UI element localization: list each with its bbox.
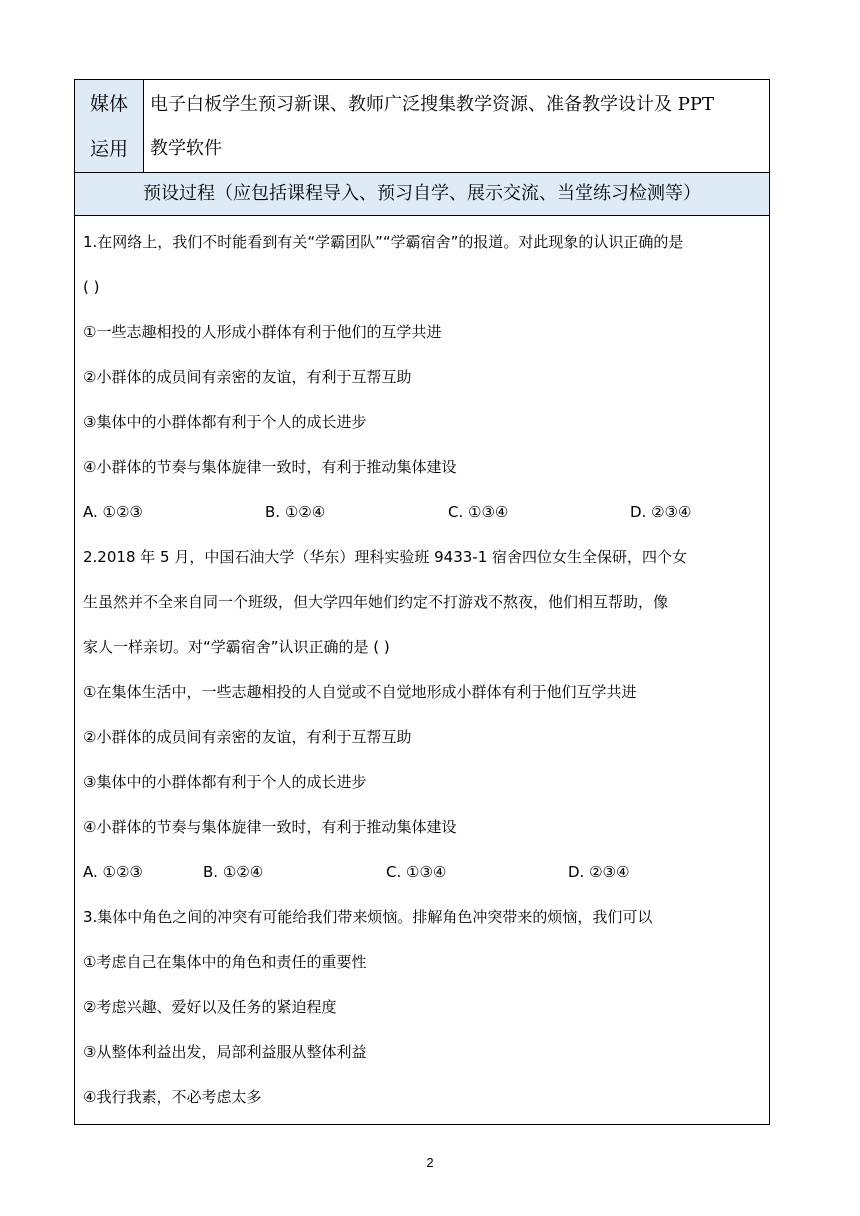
media-label-line1: 媒体	[89, 93, 128, 115]
question-1-option-c: C. ①③④	[448, 503, 509, 521]
question-2-stem-line3: 家人一样亲切。对“学霸宿舍”认识正确的是 ( )	[83, 638, 390, 656]
question-2-stem-line1: 2.2018 年 5 月，中国石油大学（华东）理科实验班 9433-1 宿舍四位女生全保研，四个女	[83, 548, 688, 566]
content-row	[75, 216, 770, 1125]
media-label-line2: 运用	[89, 138, 128, 160]
question-3-statement-2: ②考虑兴趣、爱好以及任务的紧迫程度	[83, 998, 337, 1016]
question-1-option-a: A. ①②③	[83, 503, 143, 521]
media-row	[75, 80, 770, 173]
question-2-options	[83, 850, 761, 895]
question-2-option-a: A. ①②③	[83, 863, 143, 881]
question-2-statement-4: ④小群体的节奏与集体旋律一致时，有利于推动集体建设	[83, 818, 457, 836]
question-2-option-d: D. ②③④	[568, 863, 630, 881]
question-3-statement-3: ③从整体利益出发，局部利益服从整体利益	[83, 1043, 367, 1061]
question-1-option-d: D. ②③④	[630, 503, 692, 521]
media-content-line2: 教学软件	[150, 138, 222, 159]
question-1-statement-2: ②小群体的成员间有亲密的友谊，有利于互帮互助	[83, 368, 412, 386]
process-header: 预设过程（应包括课程导入、预习自学、展示交流、当堂练习检测等）	[75, 173, 770, 216]
question-1-statement-3: ③集体中的小群体都有利于个人的成长进步	[83, 413, 367, 431]
question-1-statement-4: ④小群体的节奏与集体旋律一致时，有利于推动集体建设	[83, 458, 457, 476]
question-1	[83, 220, 761, 535]
question-2-statement-2: ②小群体的成员间有亲密的友谊，有利于互帮互助	[83, 728, 412, 746]
media-content-line1: 电子白板学生预习新课、教师广泛搜集教学资源、准备教学设计及 PPT	[150, 94, 714, 115]
question-3-statement-1: ①考虑自己在集体中的角色和责任的重要性	[83, 953, 367, 971]
question-2-stem-line2: 生虽然并不全来自同一个班级，但大学四年她们约定不打游戏不熬夜，他们相互帮助，像	[83, 593, 669, 611]
question-3-stem-line1: 3.集体中角色之间的冲突有可能给我们带来烦恼。排解角色冲突带来的烦恼，我们可以	[83, 908, 653, 926]
question-1-stem-line2: ( )	[83, 278, 100, 296]
process-header-row	[75, 173, 770, 216]
question-3-statement-4: ④我行我素，不必考虑太多	[83, 1088, 262, 1106]
media-label-cell	[75, 80, 144, 173]
question-1-statement-1: ①一些志趣相投的人形成小群体有利于他们的互学共进	[83, 323, 442, 341]
question-2-option-b: B. ①②④	[203, 863, 264, 881]
media-content-cell	[144, 80, 770, 173]
questions-cell	[75, 216, 770, 1125]
question-2-statement-1: ①在集体生活中，一些志趣相投的人自觉或不自觉地形成小群体有利于他们互学共进	[83, 683, 637, 701]
question-2	[83, 535, 761, 895]
question-2-statement-3: ③集体中的小群体都有利于个人的成长进步	[83, 773, 367, 791]
question-3	[83, 895, 761, 1120]
page-number: 2	[426, 1155, 434, 1170]
question-1-stem-line1: 1.在网络上，我们不时能看到有关“学霸团队”“学霸宿舍”的报道。对此现象的认识正确的是	[83, 233, 684, 251]
question-1-option-b: B. ①②④	[265, 503, 326, 521]
question-1-options	[83, 490, 761, 535]
question-2-option-c: C. ①③④	[386, 863, 447, 881]
lesson-plan-table	[74, 79, 770, 1125]
